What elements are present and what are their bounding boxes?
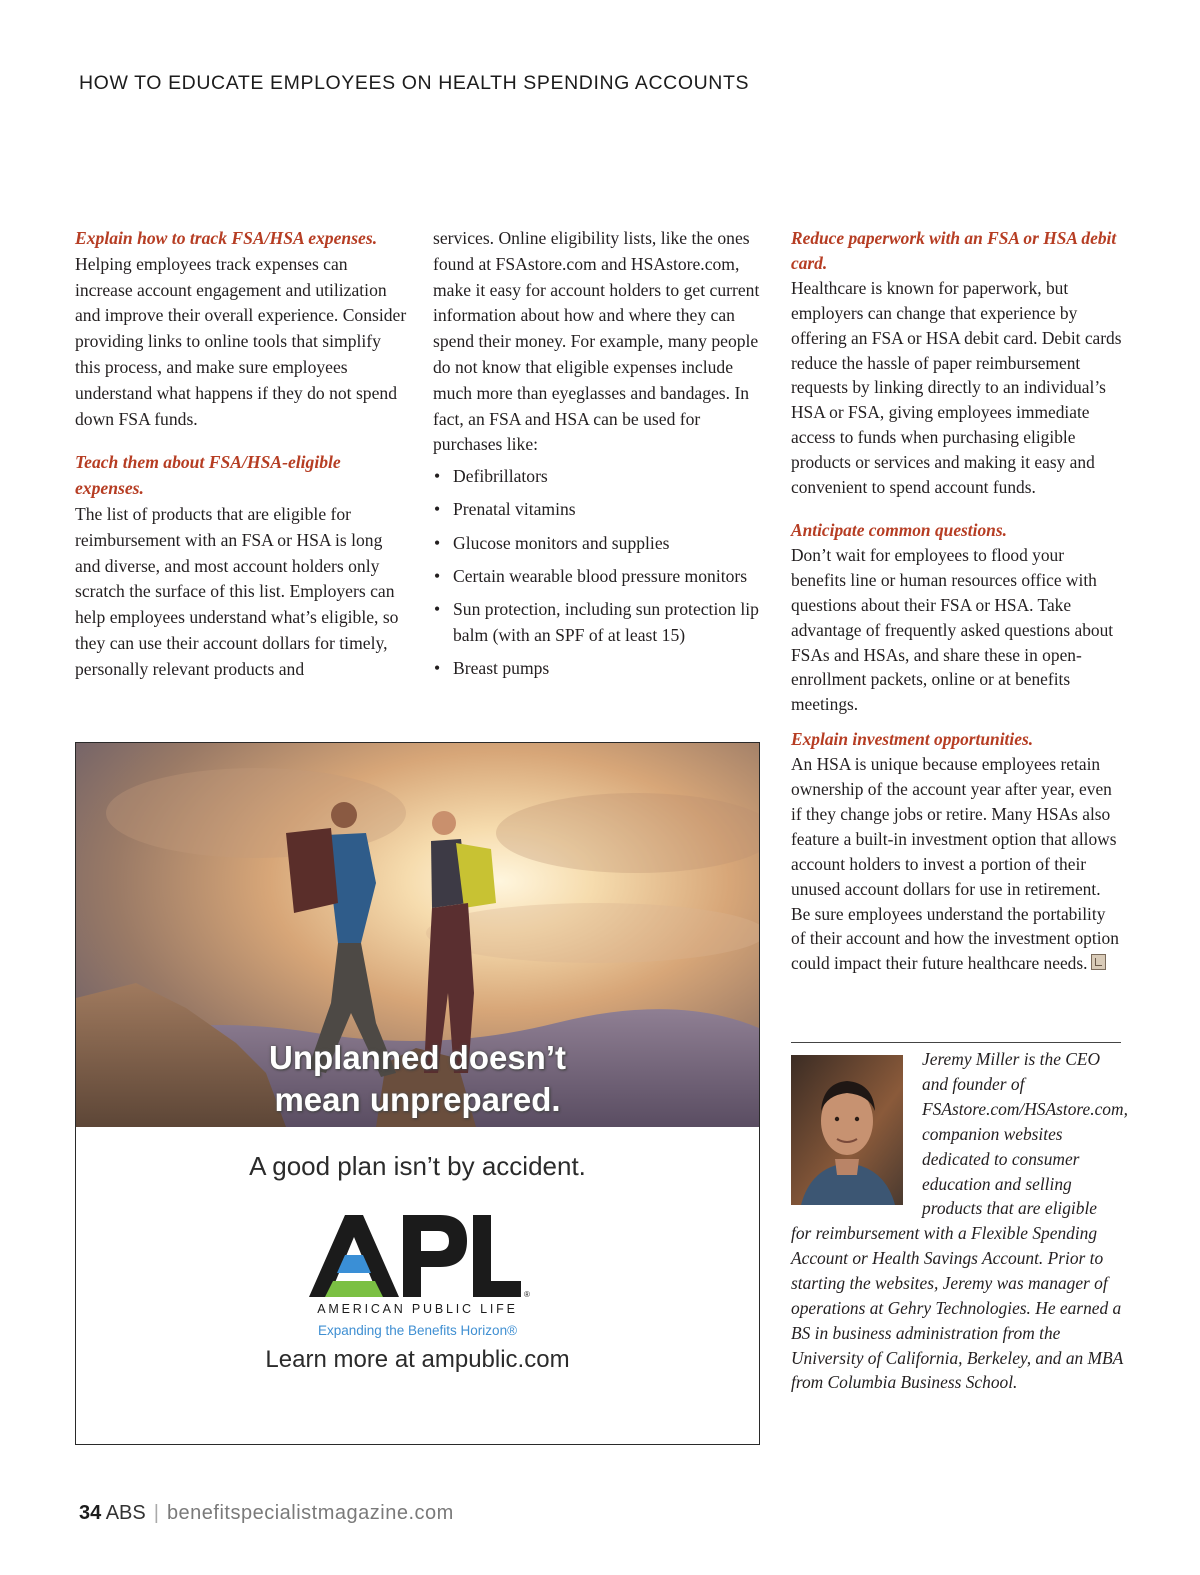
- ad-cta-link[interactable]: Learn more at ampublic.com: [265, 1346, 570, 1373]
- subheading-track-expenses: Explain how to track FSA/HSA expenses.: [75, 228, 378, 248]
- body-investment-text: An HSA is unique because employees retain ownership of the account year after year, even if they change jobs or retire. Many HSAs also feature a built-in investment option that allows account holders to invest a portion of their unused account dollars for use in retirement. Be sure employees understand the portability of their account and how the investment option could impact their future healthcare needs.: [791, 754, 1119, 974]
- running-head: HOW TO EDUCATE EMPLOYEES ON HEALTH SPENDING ACCOUNTS: [79, 72, 750, 94]
- article-column-1: [75, 226, 407, 683]
- registered-mark: ®: [524, 1290, 530, 1299]
- eligible-purchases-list: [433, 464, 765, 682]
- list-item: • Defibrillators: [433, 464, 765, 490]
- article-column-3: [791, 226, 1123, 976]
- publication-name: ABS: [105, 1502, 146, 1524]
- list-item: • Certain wearable blood pressure monitors: [433, 564, 765, 590]
- footer-separator: |: [153, 1502, 159, 1524]
- author-bio-beside-photo: Jeremy Miller is the CEO and founder of FSAstore.com/HSAstore.com, companion websites dedicated to consumer education and selling products that are eligible: [922, 1049, 1128, 1219]
- list-item: • Glucose monitors and supplies: [433, 531, 765, 557]
- body-investment: [791, 752, 1123, 976]
- body-common-questions: Don’t wait for employees to flood your benefits line or human resources office with questions about their FSA or HSA. Take advantage of frequently asked questions about FSAs and HSAs, and share these in open-enrollment packets, online or at benefits meetings.: [791, 544, 1114, 715]
- body-eligibility-lists: services. Online eligibility lists, like the ones found at FSAstore.com and HSAstore.com, make it easy for account holders to get current information about how and where they can spend their money. For example, many people do not know that eligible expenses include much more than eyeglasses and bandages. In fact, an FSA and HSA can be used for purchases like:: [433, 228, 760, 455]
- apl-logo: [305, 1211, 531, 1301]
- ad-tagline: A good plan isn’t by accident.: [249, 1151, 586, 1181]
- body-debit-card: Healthcare is known for paperwork, but employers can change that experience by offering an FSA or HSA debit card. Debit cards reduce the hassle of paper reimbursement requests by linking directly to an individual’s HSA or FSA, giving employees immediate access to funds when purchasing eligible products or services and making it easy and convenient to spend account funds.: [791, 277, 1122, 498]
- subheading-eligible-expenses: Teach them about FSA/HSA-eligible expenses.: [75, 452, 341, 499]
- body-eligible-expenses: The list of products that are eligible for reimbursement with an FSA or HSA is long and diverse, and most account holders only scratch the surface of this list. Employers can help employees understand what’s eligible, so they can use their account dollars for timely, personally relevant products and: [75, 503, 399, 679]
- ad-headline-line-1: Unplanned doesn’t: [269, 1039, 566, 1076]
- subheading-investment: Explain investment opportunities.: [791, 729, 1034, 750]
- ad-slogan: Expanding the Benefits Horizon®: [317, 1323, 518, 1338]
- list-item: • Breast pumps: [433, 656, 765, 682]
- list-item: • Sun protection, including sun protection lip balm (with an SPF of at least 15): [433, 597, 765, 649]
- apl-advertisement[interactable]: [75, 742, 760, 1445]
- author-headshot: [791, 1055, 903, 1205]
- ad-headline-line-2: mean unprepared.: [274, 1081, 561, 1118]
- article-column-2: [433, 226, 765, 690]
- subheading-common-questions: Anticipate common questions.: [791, 519, 1007, 540]
- website-link[interactable]: benefitspecialistmagazine.com: [166, 1502, 454, 1524]
- ad-company-name: AMERICAN PUBLIC LIFE: [317, 1302, 518, 1316]
- body-track-expenses: Helping employees track expenses can increase account engagement and utilization and improve their overall experience. Consider providing links to online tools that simplify this process, and make sure employees understand what happens if they do not spend down FSA funds.: [75, 253, 407, 429]
- author-bio-continued: for reimbursement with a Flexible Spending Account or Health Savings Account. Prior to starting the websites, Jeremy was manager of operations at Gehry Technologies. He earned a BS in business administration from the University of California, Berkeley, and an MBA from Columbia Business School.: [791, 1223, 1123, 1393]
- ad-headline: [76, 1037, 759, 1121]
- list-item: • Prenatal vitamins: [433, 497, 765, 523]
- subheading-debit-card: Reduce paperwork with an FSA or HSA debit card.: [791, 228, 1117, 273]
- page-number: 34: [79, 1502, 102, 1524]
- end-of-article-icon: [1091, 954, 1106, 970]
- page-footer: [79, 1502, 454, 1525]
- bio-divider: [791, 1042, 1121, 1043]
